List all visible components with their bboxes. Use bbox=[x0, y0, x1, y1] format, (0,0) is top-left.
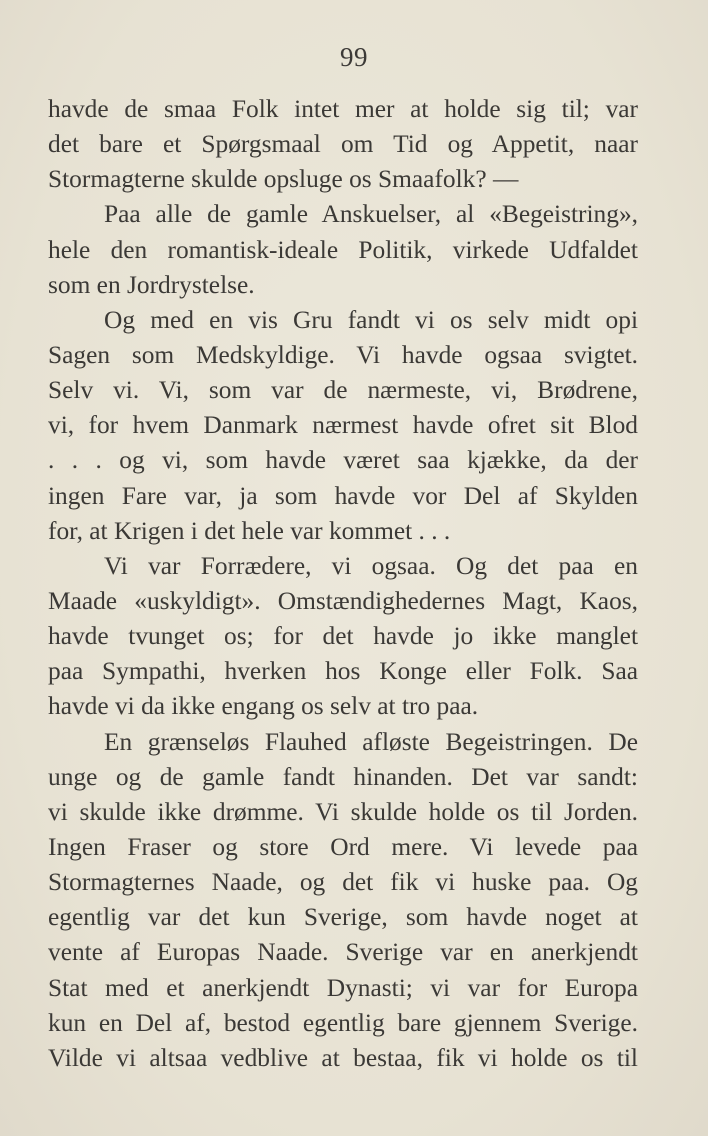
text-line: som en Jordrystelse. bbox=[48, 270, 255, 299]
text-line: ingen Fare var, ja som havde vor Del af Skylden bbox=[48, 481, 638, 510]
text-line: hele den romantisk-ideale Politik, virkede Udfaldet bbox=[48, 235, 638, 264]
text-line: Ingen Fraser og store Ord mere. Vi levede paa bbox=[48, 832, 638, 861]
text-line: Stormagternes Naade, og det fik vi huske paa. Og bbox=[48, 868, 638, 897]
text-line: havde vi da ikke engang os selv at tro paa. bbox=[48, 692, 479, 721]
page-number: 99 bbox=[340, 42, 368, 72]
text-line: En grænseløs Flauhed afløste Begeistringen. De bbox=[104, 727, 638, 756]
text-line: egentlig var det kun Sverige, som havde noget at bbox=[48, 903, 638, 932]
text-line: Paa alle de gamle Anskuelser, al «Begeistring», bbox=[104, 200, 638, 229]
text-line: for, at Krigen i det hele var kommet . . . bbox=[48, 516, 451, 545]
text-line: Stormagterne skulde opsluge os Smaafolk? — bbox=[48, 165, 519, 194]
text-line: Og med en vis Gru fandt vi os selv midt opi bbox=[104, 305, 638, 334]
text-line: paa Sympathi, hverken hos Konge eller Folk. Saa bbox=[48, 657, 638, 686]
text-line: vi skulde ikke drømme. Vi skulde holde os til Jorden. bbox=[48, 797, 638, 826]
body-text bbox=[48, 92, 638, 1076]
text-line: Vilde vi altsaa vedblive at bestaa, fik vi holde os til bbox=[48, 1043, 638, 1072]
text-line: Vi var Forrædere, vi ogsaa. Og det paa en bbox=[104, 551, 638, 580]
text-line: vente af Europas Naade. Sverige var en anerkjendt bbox=[48, 938, 638, 967]
text-line: kun en Del af, bestod egentlig bare gjennem Sverige. bbox=[48, 1008, 638, 1037]
text-line: unge og de gamle fandt hinanden. Det var sandt: bbox=[48, 762, 638, 791]
text-line: Maade «uskyldigt». Omstændighedernes Magt, Kaos, bbox=[48, 586, 638, 615]
text-line: Sagen som Medskyldige. Vi havde ogsaa svigtet. bbox=[48, 340, 638, 369]
text-line: . . . og vi, som havde været saa kjække, da der bbox=[48, 446, 638, 475]
text-line: det bare et Spørgsmaal om Tid og Appetit, naar bbox=[48, 130, 638, 159]
text-line: havde tvunget os; for det havde jo ikke manglet bbox=[48, 622, 638, 651]
text-line: Stat med et anerkjendt Dynasti; vi var for Europa bbox=[48, 973, 638, 1002]
text-line: havde de smaa Folk intet mer at holde sig til; var bbox=[48, 95, 638, 123]
text-line: Selv vi. Vi, som var de nærmeste, vi, Brødrene, bbox=[48, 376, 638, 405]
text-line: vi, for hvem Danmark nærmest havde ofret sit Blod bbox=[48, 411, 638, 440]
